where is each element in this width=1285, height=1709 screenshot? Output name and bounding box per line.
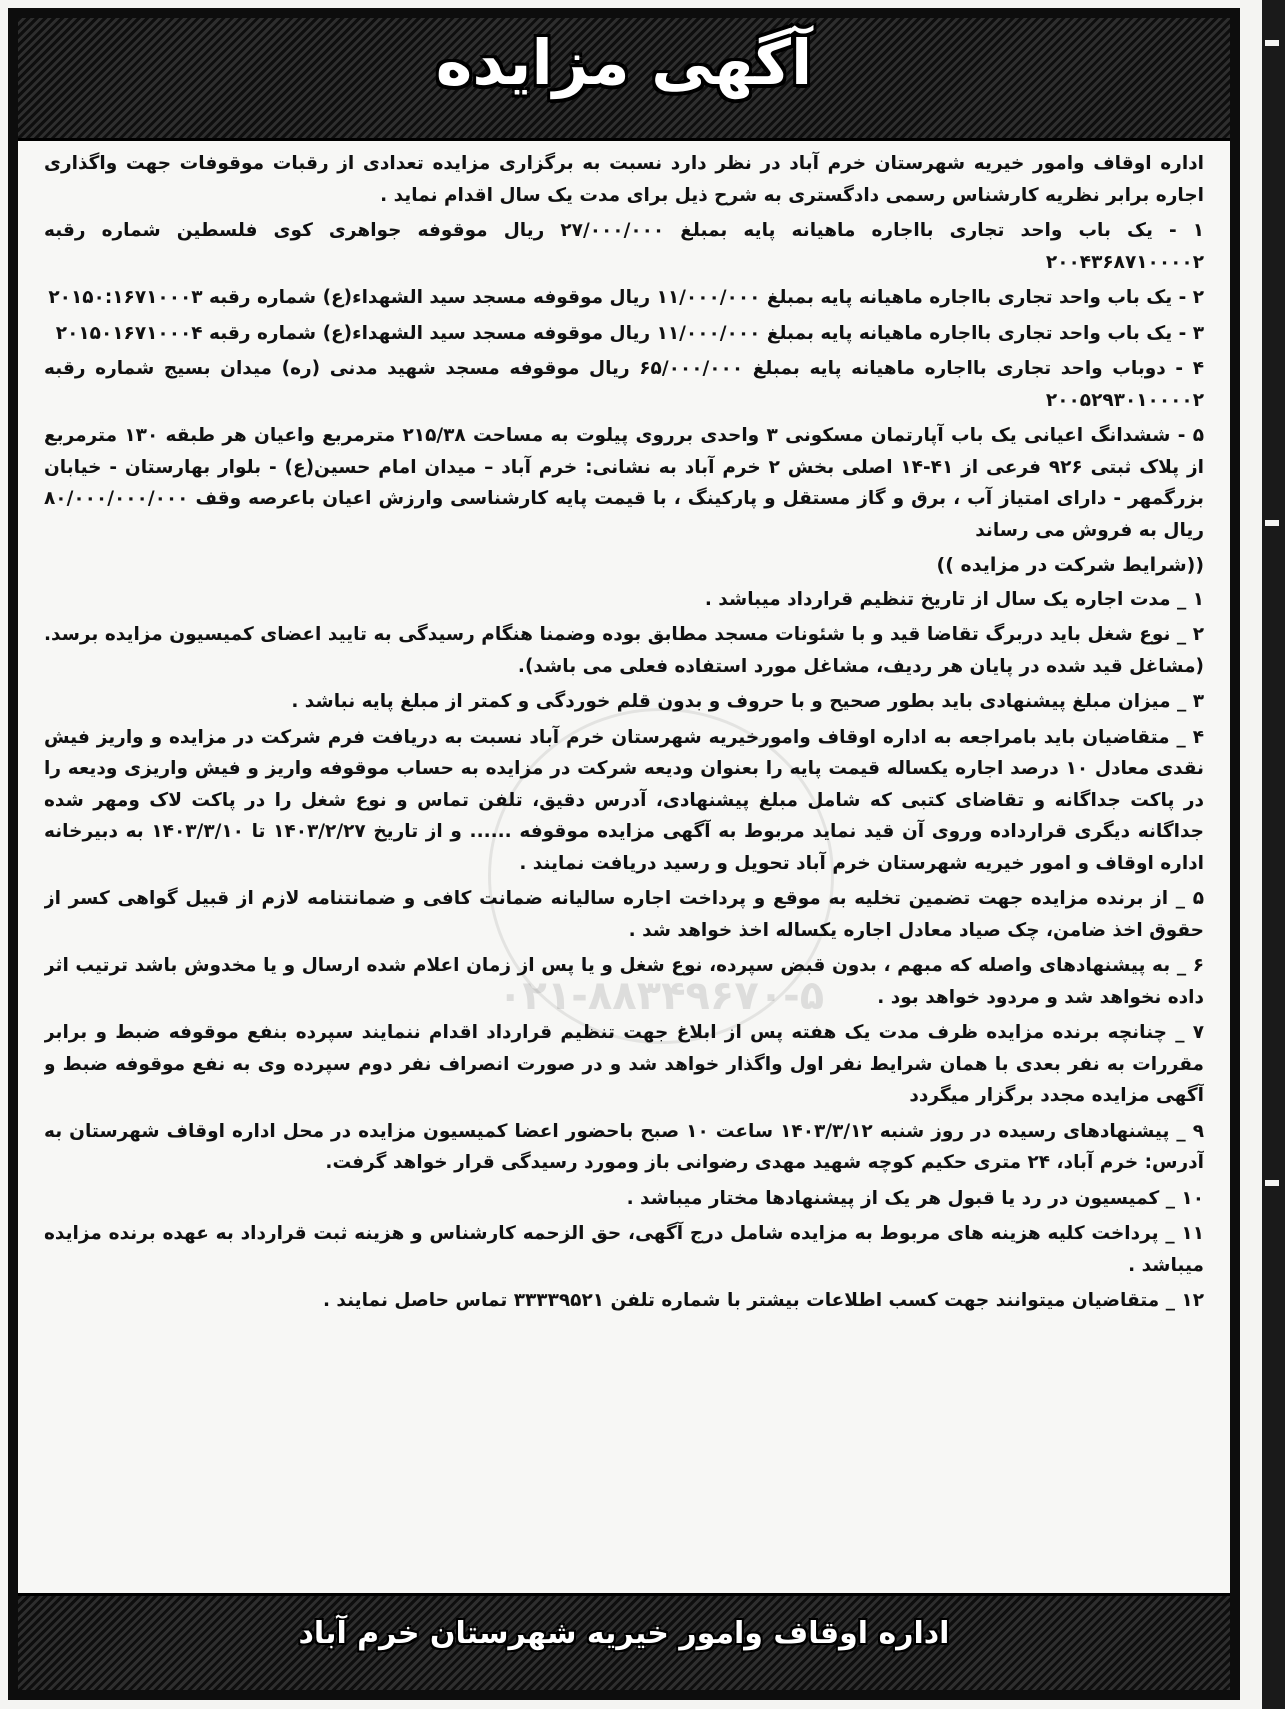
condition-item: ۱۰ _ کمیسیون در رد یا قبول هر یک از پیشنهادها مختار میباشد . <box>626 1187 1204 1209</box>
ad-body <box>44 148 1204 1583</box>
condition-item: ۵ _ از برنده مزایده جهت تضمین تخلیه به موقع و پرداخت اجاره سالیانه ضمانت کافی و ضمانتنامه لازم از قبیل گواهی کسر از حقوق اخذ ضامن، چک صیاد معادل اجاره یکساله اخذ خواهد شد . <box>44 888 1204 941</box>
property-item: ۳ - یک باب واحد تجاری بااجاره ماهیانه پایه بمبلغ ۱۱/۰۰۰/۰۰۰ ریال موقوفه مسجد سید الشهداء(ع) شماره رقبه ۲۰۱۵۰۱۶۷۱۰۰۰۴ <box>55 322 1204 344</box>
property-item: ۵ - ششدانگ اعیانی یک باب آپارتمان مسکونی ۳ واحدی برروی پیلوت به مساحت ۲۱۵/۳۸ مترمربع واعیان هر طبقه ۱۳۰ مترمربع از پلاک ثبتی ۹۲۶ فرعی از ۴۱-۱۴ اصلی بخش ۲ خرم آباد به نشانی: خرم آباد – میدان امام حسین(ع) - بلوار بهارستان - خیابان بزرگمهر - دارای امتیاز آب ، برق و گاز مستقل و پارکینگ ، با قیمت پایه کارشناسی وارزش اعیان باعرصه وقف ۸۰/۰۰۰/۰۰۰/۰۰۰ ریال به فروش می رساند <box>44 425 1204 541</box>
condition-item: ۳ _ میزان مبلغ پیشنهادی باید بطور صحیح و با حروف و بدون قلم خوردگی و کمتر از مبلغ پایه نباشد . <box>291 691 1204 712</box>
condition-item: ۹ _ پیشنهادهای رسیده در روز شنبه ۱۴۰۳/۳/۱۲ ساعت ۱۰ صبح باحضور اعضا کمیسیون مزایده در محل اداره اوقاف شهرستان به آدرس: خرم آباد، ۲۴ متری حکیم کوچه شهید مهدی رضوانی باز ومورد رسیدگی قرار خواهد گرفت. <box>44 1120 1204 1173</box>
ad-title: آگهی مزایده <box>435 26 813 99</box>
conditions-heading: ((شرایط شرکت در مزایده )) <box>936 554 1204 576</box>
condition-item: ۶ _ به پیشنهادهای واصله که مبهم ، بدون قبض سپرده، نوع شغل و یا پس از زمان اعلام شده ارسال و یا مخدوش باشد ترتیب اثر داده نخواهد شد و مردود خواهد بود . <box>44 955 1204 1008</box>
condition-item: ۴ _ متقاضیان باید بامراجعه به اداره اوقاف وامورخیریه شهرستان خرم آباد نسبت به دریافت فرم شرکت در مزایده و واریز فیش نقدی معادل ۱۰ درصد اجاره یکساله قیمت پایه را بعنوان ودیعه شرکت در مزایده به حساب موقوفه واریز و فیش واریزی ودیعه را در پاکت جداگانه و تقاضای کتبی که شامل مبلغ پیشنهادی، آدرس دقیق، تلفن تماس و نوع شغل را در پاکت لاک ومهر شده جداگانه دیگری قرارداده وروی آن قید نماید مربوط به آگهی مزایده موقوفه ...... و از تاریخ ۱۴۰۳/۲/۲۷ تا ۱۴۰۳/۳/۱۰ به دبیرخانه اداره اوقاف و امور خیریه شهرستان خرم آباد تحویل و رسید دریافت نمایند . <box>44 726 1204 874</box>
condition-item: ۱۱ _ پرداخت کلیه هزینه های مربوط به مزایده شامل درج آگهی، حق الزحمه کارشناس و هزینه ثبت قرارداد به عهده برنده مزایده میباشد . <box>44 1223 1204 1276</box>
page-edge-strip <box>1262 0 1285 1709</box>
condition-item: ۷ _ چنانچه برنده مزایده ظرف مدت یک هفته پس از ابلاغ جهت تنظیم قرارداد اقدام ننمایند سپرده بنفع موقوفه ضبط و برابر مقررات به نفر بعدی با همان شرایط نفر اول واگذار خواهد شد و در صورت انصراف نفر دوم سپرده وی به نفع موقوفه ضبط و آگهی مزایده مجدد برگزار میگردد <box>44 1022 1204 1106</box>
condition-item: ۲ _ نوع شغل باید دربرگ تقاضا قید و با شئونات مسجد مطابق بوده وضمنا هنگام رسیدگی به تایید اعضای کمیسیون مزایده برسد.(مشاغل قید شده در پایان هر ردیف، مشاغل مورد استفاده فعلی می باشد). <box>44 624 1204 677</box>
condition-item: ۱۲ _ متقاضیان میتوانند جهت کسب اطلاعات بیشتر با شماره تلفن ۳۳۳۳۹۵۲۱ تماس حاصل نمایند . <box>322 1290 1204 1311</box>
strip-mark <box>1265 40 1279 46</box>
property-item: ۱ - یک باب واحد تجاری بااجاره ماهیانه پایه بمبلغ ۲۷/۰۰۰/۰۰۰ ریال موقوفه جواهری کوی فلسطین شماره رقبه ۲۰۰۴۳۶۸۷۱۰۰۰۰۲ <box>44 220 1204 273</box>
ad-footer <box>18 1593 1230 1690</box>
strip-mark <box>1265 520 1279 526</box>
ad-frame <box>8 8 1240 1700</box>
intro-paragraph: اداره اوقاف وامور خیریه شهرستان خرم آباد در نظر دارد نسبت به برگزاری مزایده تعدادی از رقبات موقوفات جهت واگذاری اجاره برابر نظریه کارشناس رسمی دادگستری به شرح ذیل برای مدت یک سال اقدام نماید . <box>44 153 1204 206</box>
footer-organization: اداره اوقاف وامور خیریه شهرستان خرم آباد <box>298 1616 950 1651</box>
ad-header <box>18 18 1230 141</box>
strip-mark <box>1265 1180 1279 1186</box>
property-item: ۴ - دوباب واحد تجاری بااجاره ماهیانه پایه بمبلغ ۶۵/۰۰۰/۰۰۰ ریال موقوفه مسجد شهید مدنی (ره) میدان بسیج شماره رقبه ۲۰۰۵۲۹۳۰۱۰۰۰۰۲ <box>44 358 1204 411</box>
watermark-phone: ۰۲۱-۸۸۳۴۹۶۷۰-۵ <box>498 973 825 1019</box>
property-item: ۲ - یک باب واحد تجاری بااجاره ماهیانه پایه بمبلغ ۱۱/۰۰۰/۰۰۰ ریال موقوفه مسجد سید الشهداء(ع) شماره رقبه ۲۰۱۵۰:۱۶۷۱۰۰۰۳ <box>48 287 1204 308</box>
condition-item: ۱ _ مدت اجاره یک سال از تاریخ تنظیم قرارداد میباشد . <box>704 588 1204 610</box>
